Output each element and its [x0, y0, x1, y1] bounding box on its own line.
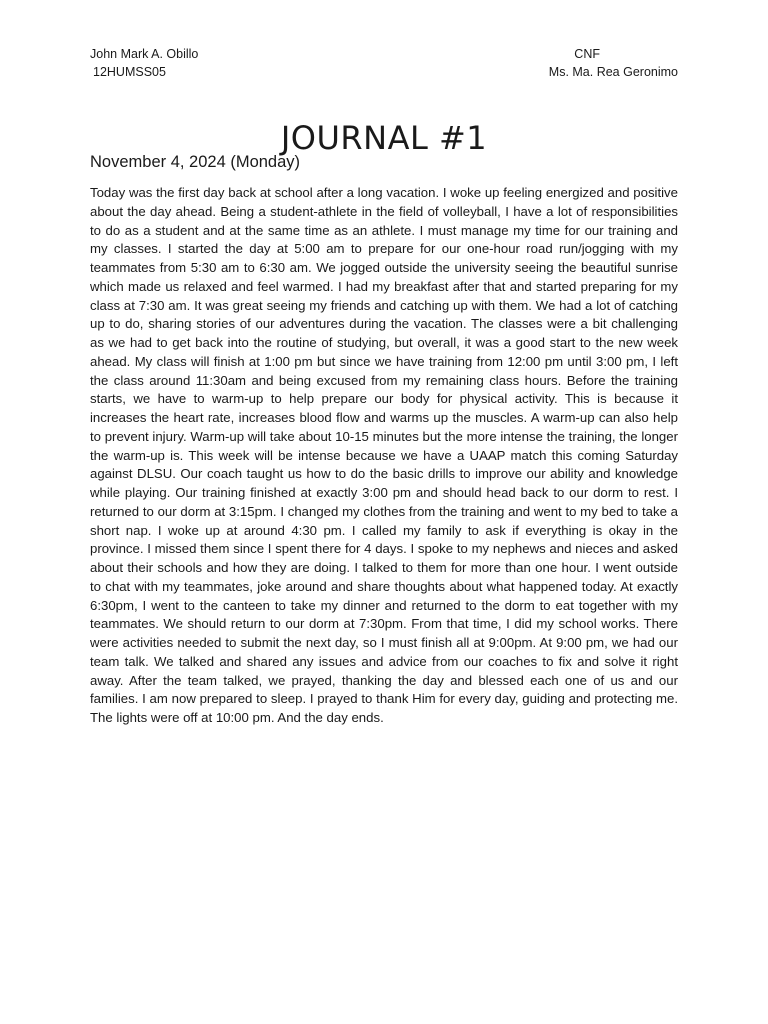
teacher-name: Ms. Ma. Rea Geronimo	[548, 65, 678, 79]
author-name: John Mark A. Obillo	[90, 47, 199, 61]
journal-body: Today was the first day back at school after a long vacation. I woke up feeling energized and positive about the day ahead. Being a student-athlete in the field of volleyball, I have a lot of responsibilities to do as a student and at the same time as an athlete. I must manage my time for our training and my classes. I started the day at 5:00 am to prepare for our one-hour road run/jogging with my teammates from 5:30 am to 6:30 am. We jogged outside the university seeing the beautiful sunrise which made us relaxed and feel warmed. I had my breakfast after that and started preparing for my class at 7:30 am. It was great seeing my friends and catching up with them. We had a lot of catching up to do, sharing stories of our adventures during the vacation. The classes were a bit challenging as we had to get back into the routine of studying, but overall, it was a good start to the new week ahead. My class will finish at 1:00 pm but since we have training from 12:00 pm until 3:00 pm, I left the class around 11:30am and being excused from my remaining class hours. Before the training starts, we have to warm-up to help prepare our body for physical activity. This is because it increases the heart rate, increases blood flow and warms up the muscles. A warm-up can also help to prevent injury. Warm-up will take about 10-15 minutes but the more intense the training, the longer the warm-up is. This week will be intense because we have a UAAP match this coming Saturday against DLSU. Our coach taught us how to do the basic drills to improve our ability and knowledge while playing. Our training finished at exactly 3:00 pm and should head back to our dorm to rest. I returned to our dorm at 3:15pm. I changed my clothes from the training and went to my bed to take a short nap. I woke up at around 4:30 pm. I called my family to ask if everything is okay in the province. I missed them since I spent there for 4 days. I spoke to my nephews and nieces and asked about their schools and how they are doing. I talked to them for more than one hour. I went outside to chat with my teammates, joke around and share thoughts about what happened today. At exactly 6:30pm, I went to the canteen to take my dinner and returned to the dorm to eat together with my teammates. We should return to our dorm at 7:30pm. From that time, I did my school works. There were activities needed to submit the next day, so I must finish all at 9:00pm. At 9:00 pm, we had our team talk. We talked and shared any issues and advice from our coaches to fix and solve it right away. After the team talked, we prayed, thanking the day and blessed each one of us and our families. I am now prepared to sleep. I prayed to thank Him for every day, guiding and protecting me. The lights were off at 10:00 pm. And the day ends.	[90, 185, 678, 725]
entry-date: November 4, 2024 (Monday)	[90, 153, 301, 171]
journal-title: JOURNAL #1	[280, 119, 488, 158]
subject-code: CNF	[574, 47, 600, 61]
class-section: 12HUMSS05	[93, 65, 166, 79]
